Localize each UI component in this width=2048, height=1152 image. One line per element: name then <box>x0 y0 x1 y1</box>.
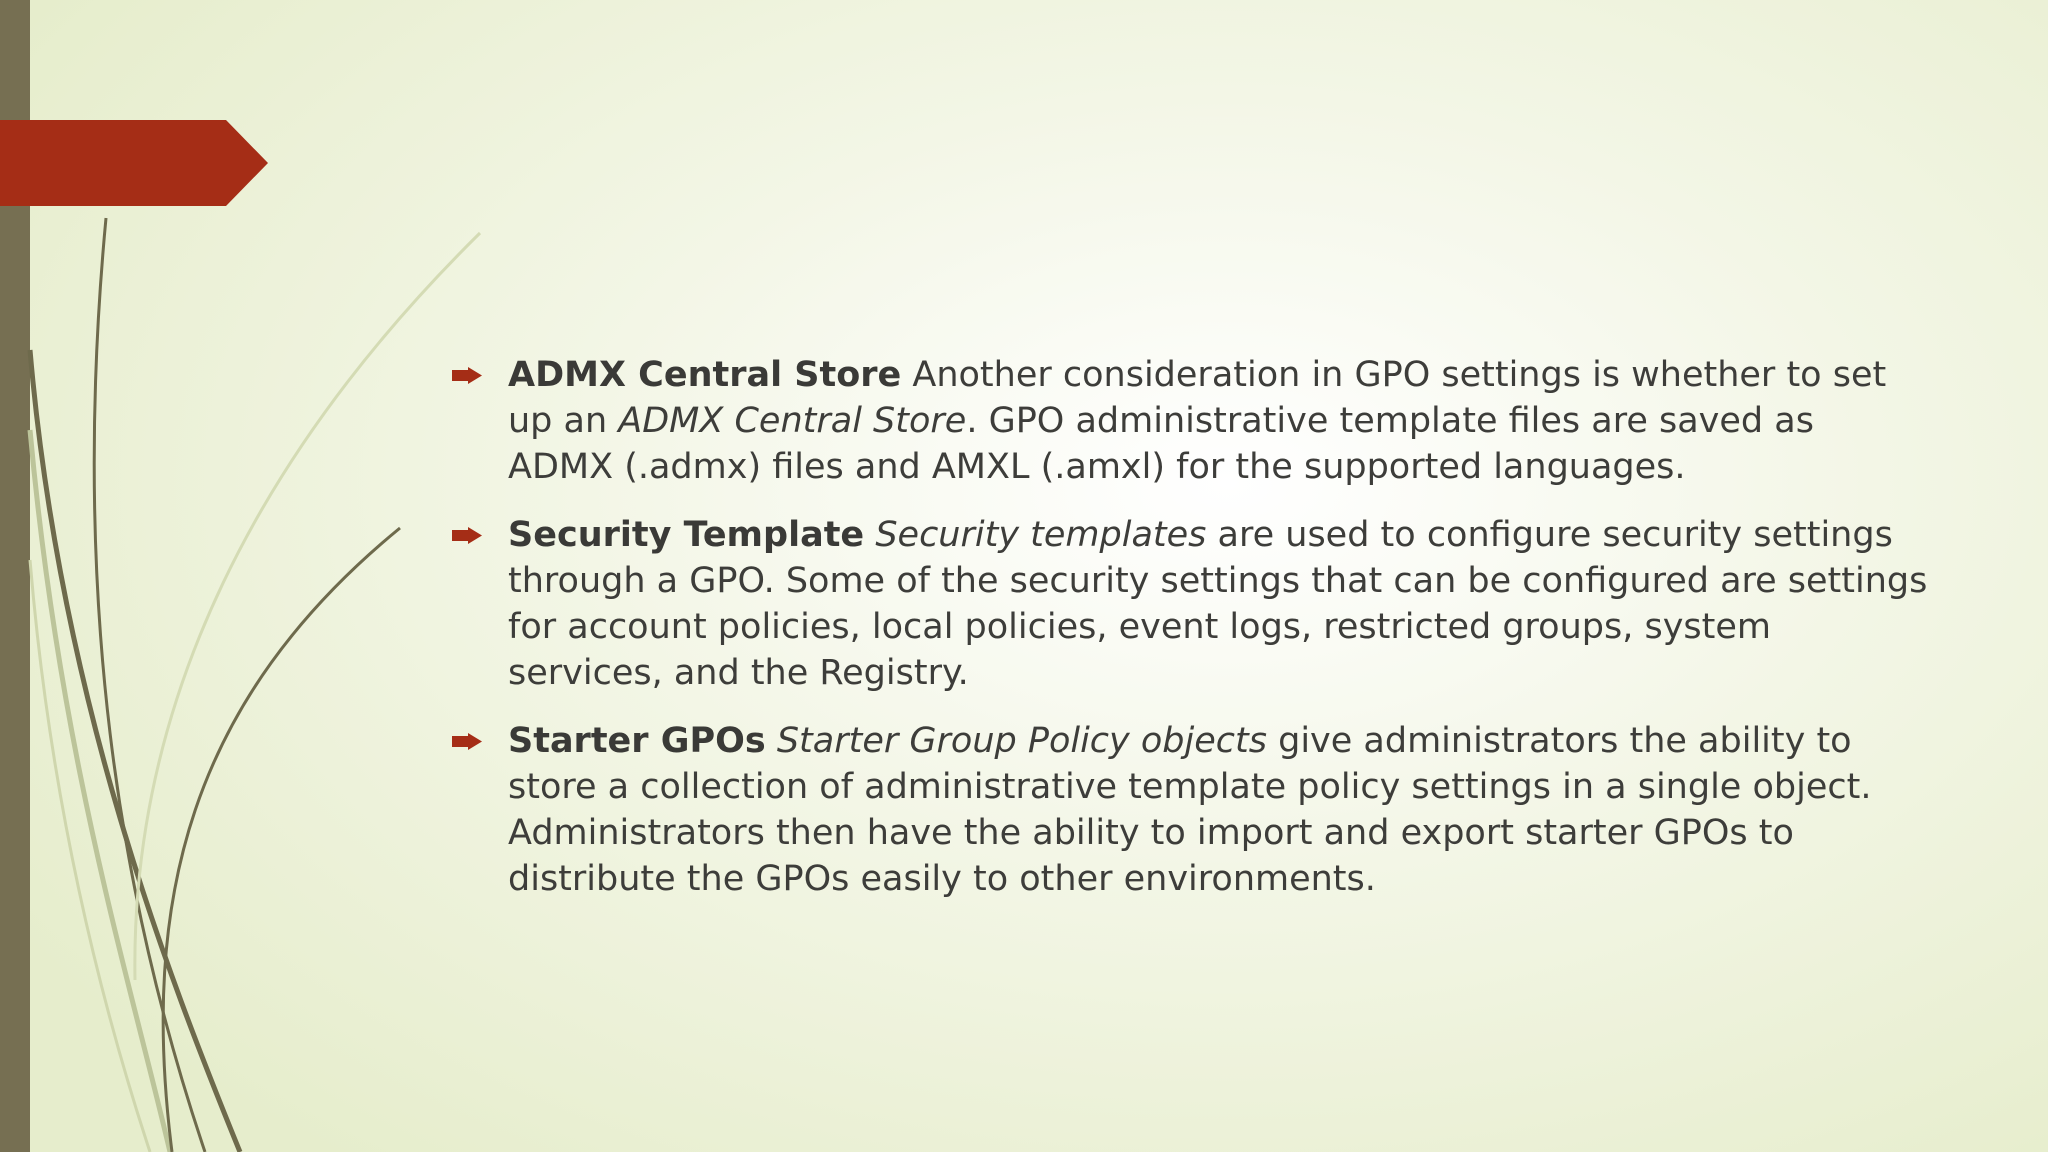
bullet-italic-text: ADMX Central Store <box>618 401 967 441</box>
bullet-item-admx-central-store <box>450 352 1930 490</box>
bullet-term: Starter GPOs <box>508 721 766 761</box>
bullet-text: give administrators the ability to store a collection of administrative template policy settings in a single object. Administrators then have the ability to import and export starter GPOs to distribute the GPOs easily to other environments. <box>508 721 1872 899</box>
bullet-text <box>864 515 875 555</box>
bullet-item-starter-gpos <box>450 718 1930 902</box>
bullet-text: are used to configure security settings through a GPO. Some of the security settings that can be configured are settings for account policies, local policies, event logs, restricted groups, system services, and the Registry. <box>508 515 1928 693</box>
bullet-term: ADMX Central Store <box>508 355 902 395</box>
bullet-italic-text: Starter Group Policy objects <box>776 721 1267 761</box>
right-arrow-bullet-icon <box>452 367 482 384</box>
slide-content <box>450 352 1930 924</box>
bullet-text: . GPO administrative template files are saved as ADMX (.admx) files and AMXL (.amxl) for the supported languages. <box>508 401 1814 487</box>
bullet-text: Another consideration in GPO settings is whether to set up an <box>508 355 1887 441</box>
bullet-list <box>450 352 1930 902</box>
bullet-item-security-template <box>450 512 1930 696</box>
title-arrow-tab <box>0 120 268 206</box>
bullet-term: Security Template <box>508 515 865 555</box>
right-arrow-bullet-icon <box>452 733 482 750</box>
bullet-italic-text: Security templates <box>875 515 1207 555</box>
bullet-text <box>766 721 777 761</box>
right-arrow-bullet-icon <box>452 527 482 544</box>
